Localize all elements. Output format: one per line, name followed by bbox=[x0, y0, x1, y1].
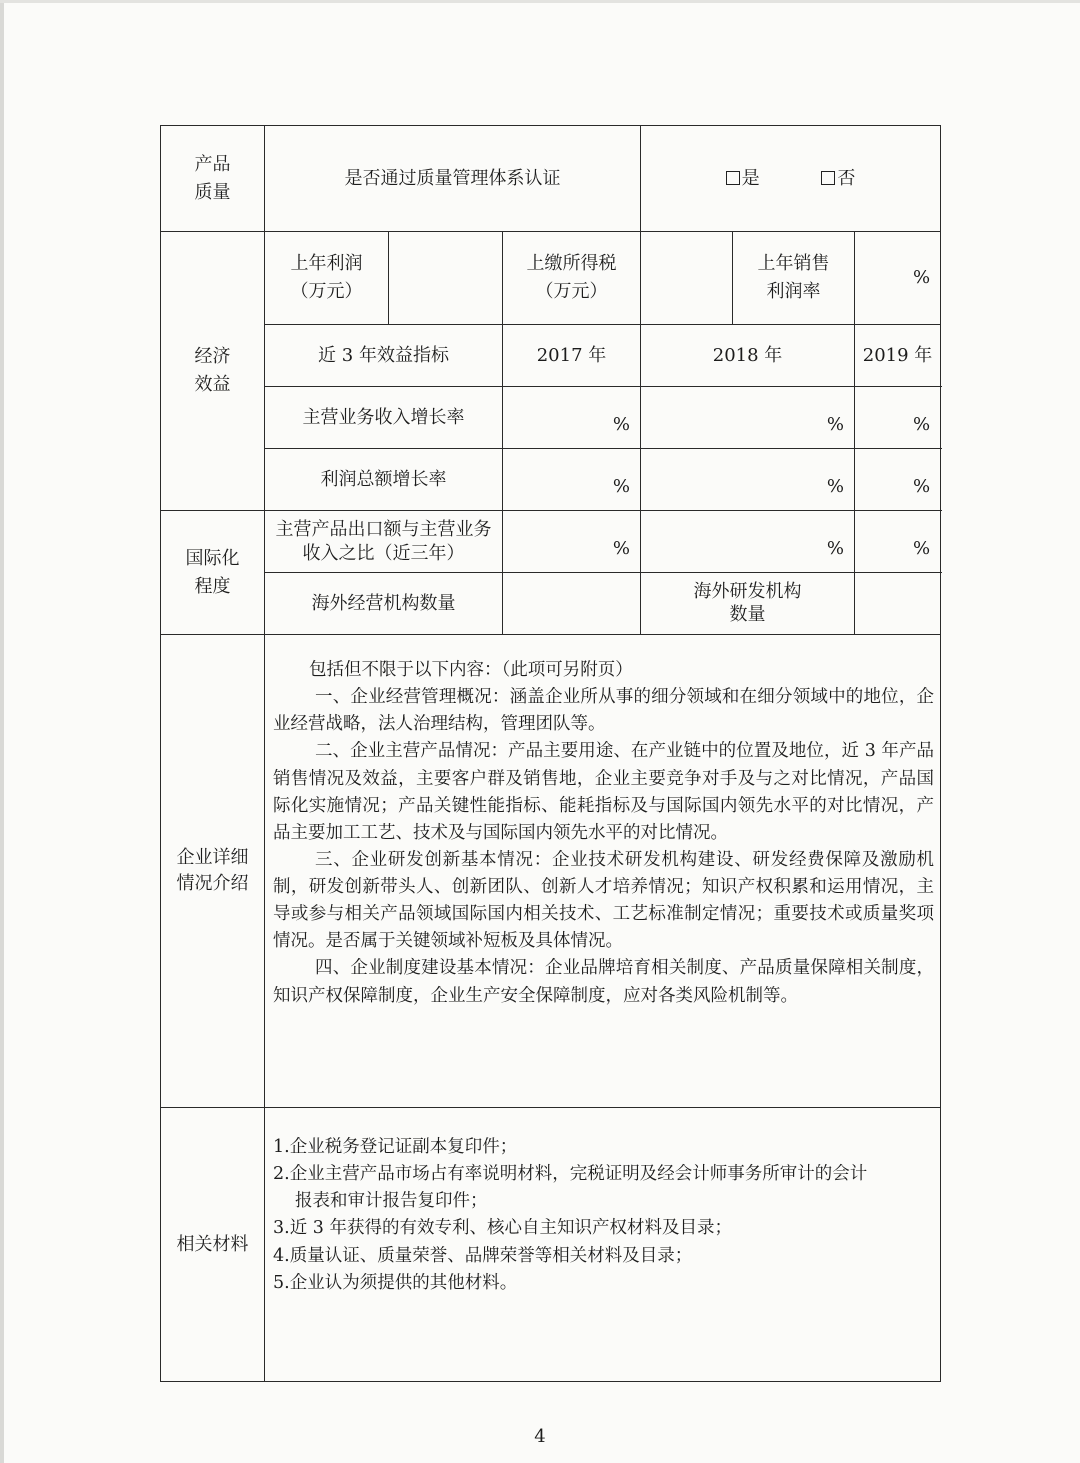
details-label: 企业详细情况介绍 bbox=[161, 635, 265, 1108]
sales-margin-value[interactable]: % bbox=[855, 232, 941, 325]
details-para-2: 二、企业主营产品情况：产品主要用途、在产业链中的位置及地位，近 3 年产品销售情况及效益，主要客户群及销售地，企业主要竞争对手及与之对比情况，产品国际化实施情况；产品关键性能指标、能耗指标及与国际国内领先水平的对比情况，产品主要加工工艺、技术及与国际国内领先水平的对比情况。 bbox=[273, 741, 935, 843]
profit-growth-2019[interactable]: % bbox=[855, 449, 941, 511]
sales-margin-label: 上年销售利润率 bbox=[733, 232, 855, 325]
profit-growth-2018[interactable]: % bbox=[641, 449, 855, 511]
overseas-rd-value[interactable] bbox=[855, 573, 941, 635]
tax-paid-label: 上缴所得税（万元） bbox=[503, 232, 641, 325]
revenue-growth-2017[interactable]: % bbox=[503, 387, 641, 449]
export-ratio-2018[interactable]: % bbox=[641, 511, 855, 573]
export-ratio-2017[interactable]: % bbox=[503, 511, 641, 573]
quality-label: 产品质量 bbox=[161, 126, 265, 232]
overseas-rd-label: 海外研发机构数量 bbox=[641, 573, 855, 635]
details-content[interactable] bbox=[265, 635, 941, 1108]
material-item-1: 1.企业税务登记证副本复印件； bbox=[273, 1137, 518, 1157]
export-ratio-label: 主营产品出口额与主营业务收入之比（近三年） bbox=[265, 511, 503, 573]
material-item-3: 3.近 3 年获得的有效专利、核心自主知识产权材料及目录； bbox=[273, 1218, 732, 1239]
export-ratio-2019[interactable]: % bbox=[855, 511, 941, 573]
overseas-ops-value[interactable] bbox=[503, 573, 641, 635]
profit-growth-2017[interactable]: % bbox=[503, 449, 641, 511]
last-year-profit-value[interactable] bbox=[389, 232, 503, 325]
overseas-ops-label: 海外经营机构数量 bbox=[265, 573, 503, 635]
checkbox-icon[interactable] bbox=[726, 171, 740, 185]
material-item-2: 2.企业主营产品市场占有率说明材料，完税证明及经会计师事务所审计的会计 bbox=[273, 1164, 868, 1185]
material-item-2-cont: 报表和审计报告复印件； bbox=[295, 1191, 488, 1212]
indicator-header: 近 3 年效益指标 bbox=[265, 325, 503, 387]
revenue-growth-label: 主营业务收入增长率 bbox=[265, 387, 503, 449]
quality-question: 是否通过质量管理体系认证 bbox=[265, 126, 641, 232]
details-para-3: 三、企业研发创新基本情况：企业技术研发机构建设、研发经费保障及激励机制，研发创新带头人、创新团队、创新人才培养情况；知识产权积累和运用情况，主导或参与相关产品领域国际国内相关技术、工艺标准制定情况；重要技术或质量奖项情况。是否属于关键领域补短板及具体情况。 bbox=[273, 849, 935, 952]
page-edge-top bbox=[0, 0, 1080, 3]
materials-label: 相关材料 bbox=[161, 1108, 265, 1382]
profit-growth-label: 利润总额增长率 bbox=[265, 449, 503, 511]
economic-label: 经济效益 bbox=[161, 232, 265, 511]
page-number: 4 bbox=[534, 1426, 546, 1447]
option-yes[interactable]: 是 bbox=[726, 168, 760, 189]
revenue-growth-2019[interactable]: % bbox=[855, 387, 941, 449]
option-no[interactable]: 否 bbox=[821, 168, 855, 189]
international-label: 国际化程度 bbox=[161, 511, 265, 635]
checkbox-icon[interactable] bbox=[821, 171, 835, 185]
page-edge bbox=[0, 0, 4, 1463]
material-item-5: 5.企业认为须提供的其他材料。 bbox=[273, 1272, 518, 1293]
application-form-table bbox=[160, 125, 941, 1382]
details-para-1: 一、企业经营管理概况：涵盖企业所从事的细分领域和在细分领域中的地位，企业经营战略，法人治理结构，管理团队等。 bbox=[273, 687, 935, 735]
details-intro: 包括但不限于以下内容：（此项可另附页） bbox=[309, 660, 633, 680]
details-para-4: 四、企业制度建设基本情况：企业品牌培育相关制度、产品质量保障相关制度，知识产权保障制度，企业生产安全保障制度，应对各类风险机制等。 bbox=[273, 958, 935, 1006]
material-item-4: 4.质量认证、质量荣誉、品牌荣誉等相关材料及目录； bbox=[273, 1245, 693, 1266]
year-2019: 2019 年 bbox=[855, 325, 941, 387]
year-2017: 2017 年 bbox=[503, 325, 641, 387]
revenue-growth-2018[interactable]: % bbox=[641, 387, 855, 449]
materials-list bbox=[265, 1108, 941, 1382]
last-year-profit-label: 上年利润（万元） bbox=[265, 232, 389, 325]
tax-paid-value[interactable] bbox=[641, 232, 733, 325]
quality-options bbox=[641, 126, 941, 232]
year-2018: 2018 年 bbox=[641, 325, 855, 387]
